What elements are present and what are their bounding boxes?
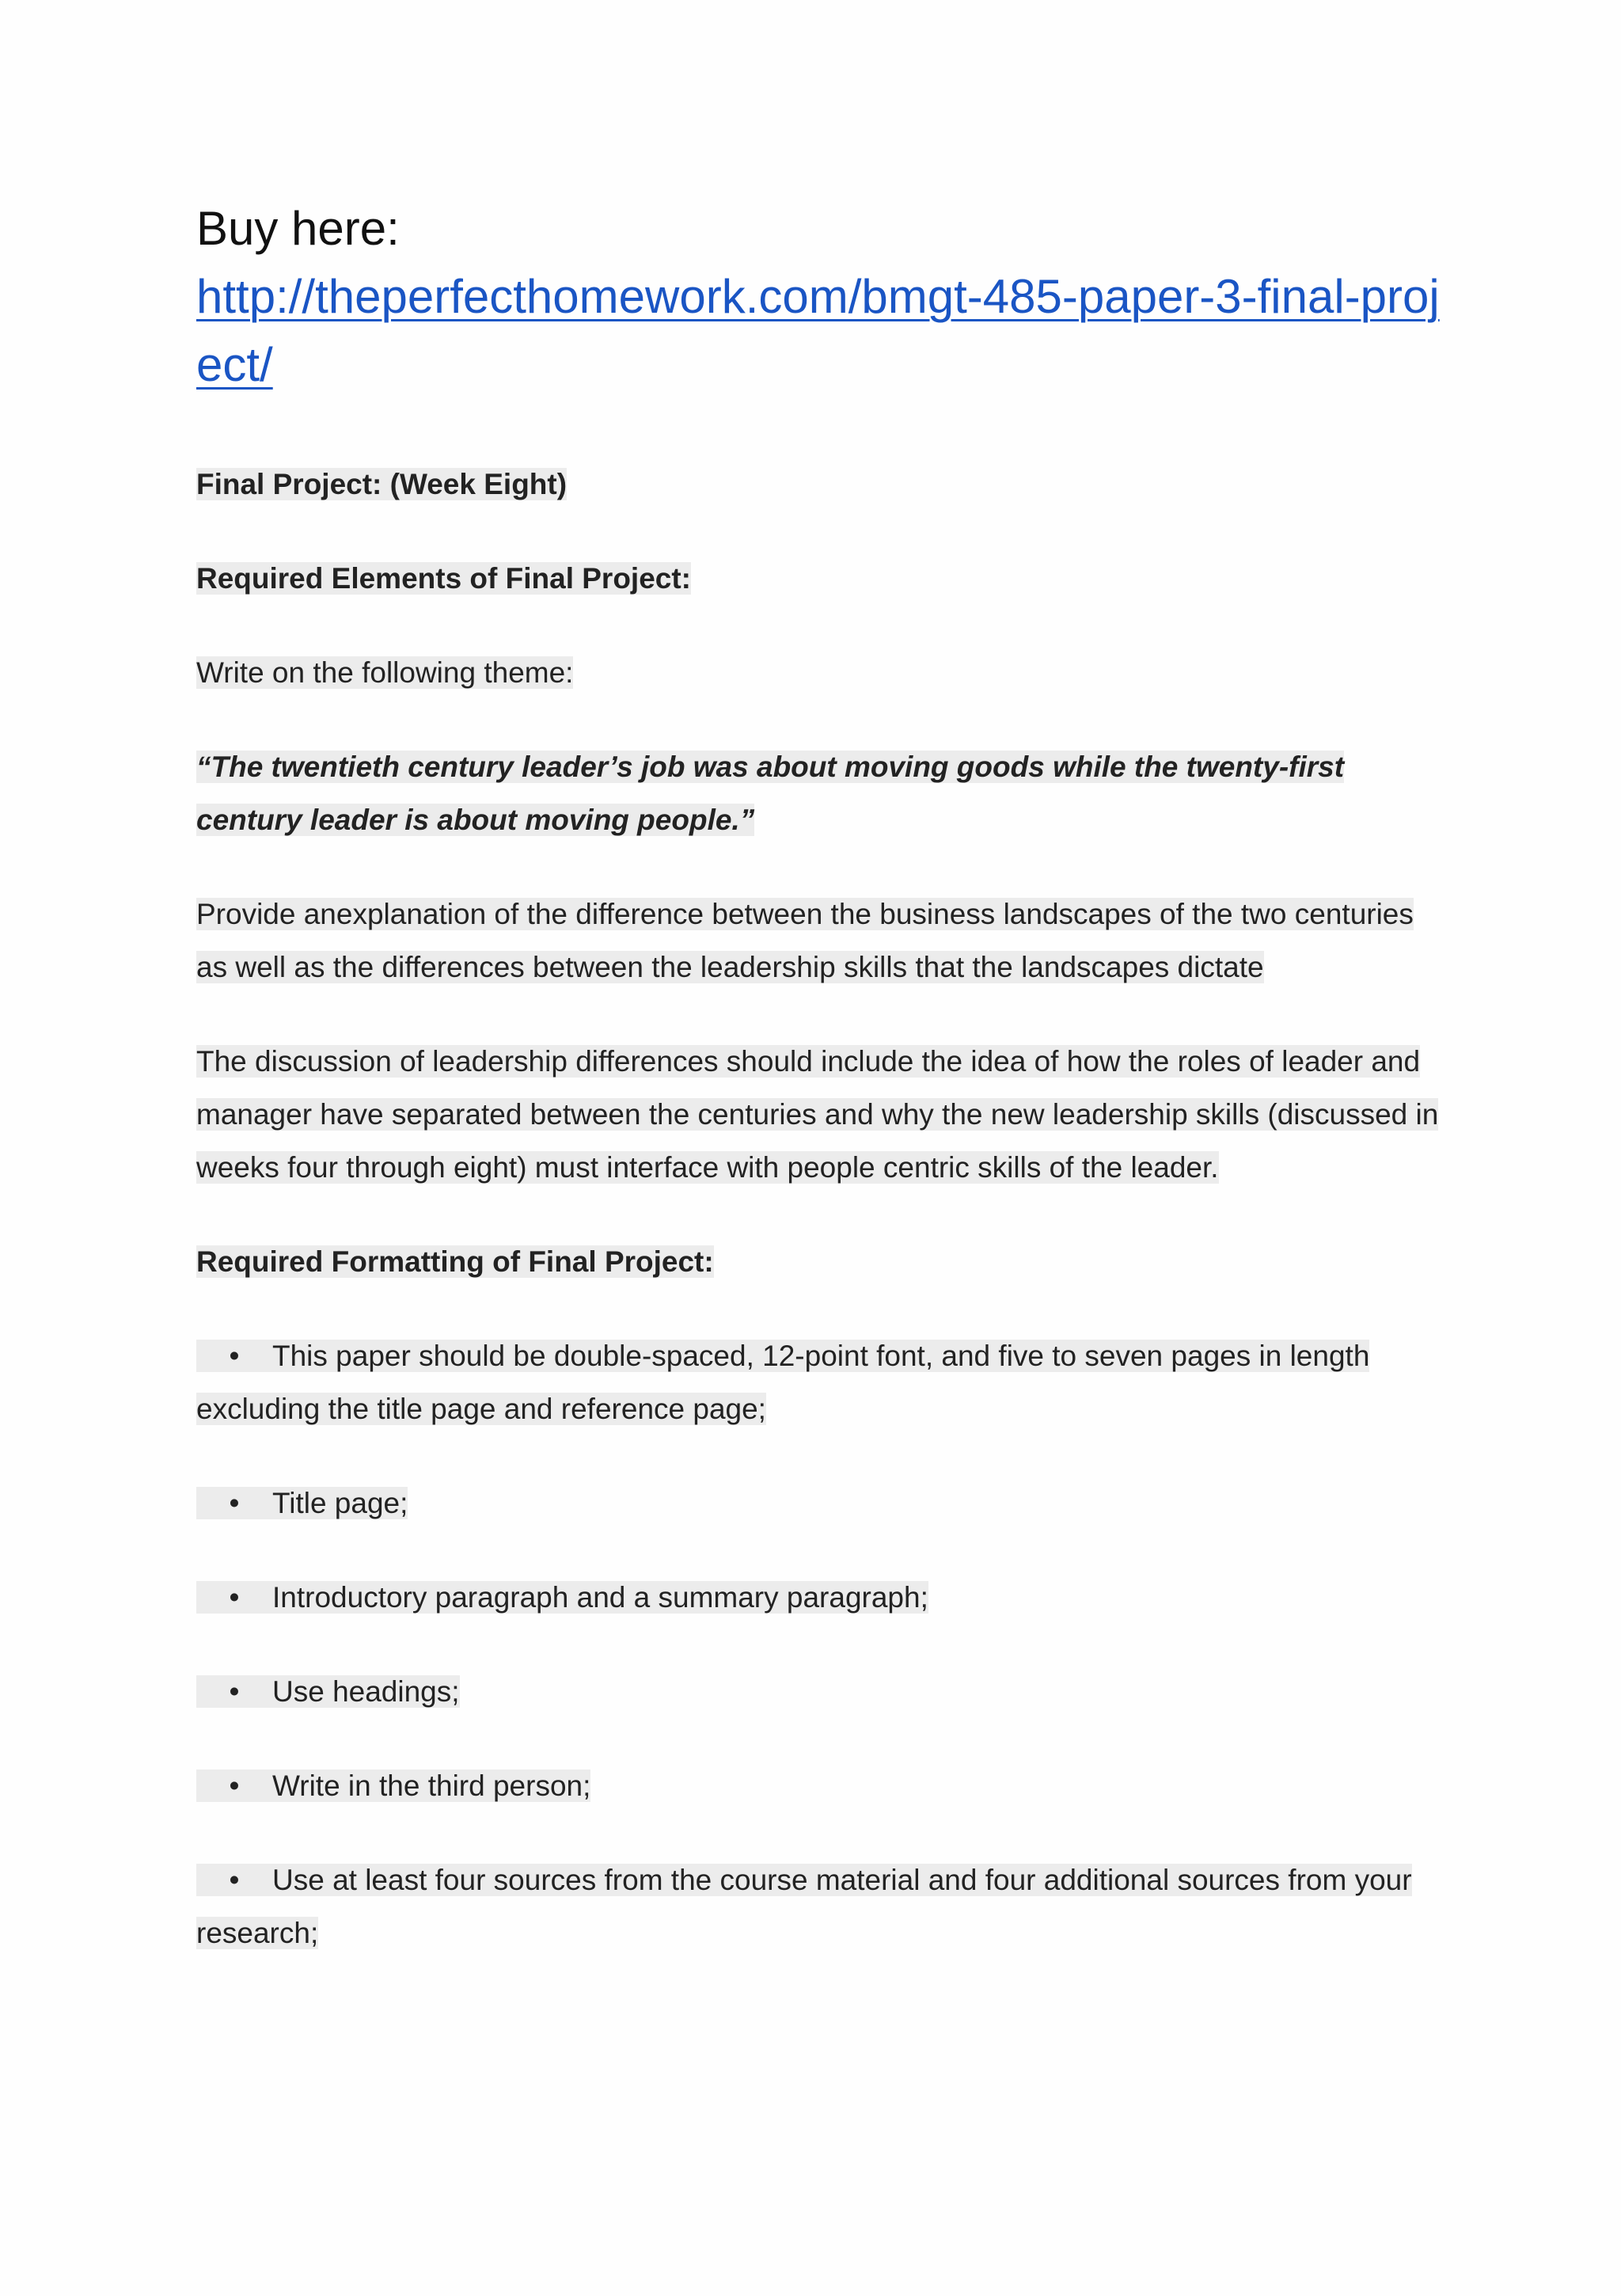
bullet-item-title-page-highlight bbox=[196, 1487, 408, 1519]
paragraph-leadership-differences bbox=[196, 1035, 1447, 1194]
paragraph-landscapes bbox=[196, 888, 1447, 994]
required-formatting-heading bbox=[196, 1235, 1447, 1288]
bullet-icon: • bbox=[229, 1675, 240, 1708]
bullet-item-headings bbox=[196, 1665, 1447, 1718]
document-content bbox=[196, 195, 1447, 1960]
buy-link[interactable]: http://theperfecthomework.com/bmgt-485-paper-3-final-project/ bbox=[196, 270, 1440, 391]
required-elements-heading bbox=[196, 552, 1447, 605]
intro-text bbox=[196, 646, 1447, 699]
bullet-item-paragraphs-highlight bbox=[196, 1581, 928, 1614]
bullet-item-title-page bbox=[196, 1477, 1447, 1530]
theme-quote bbox=[196, 740, 1447, 846]
bullet-icon: • bbox=[229, 1487, 240, 1519]
theme-quote-text: “The twentieth century leader’s job was about moving goods while the twenty-first century leader is about moving people.” bbox=[196, 751, 1345, 836]
bullet-item-length-highlight bbox=[196, 1340, 1369, 1425]
intro-text-content: Write on the following theme: bbox=[196, 656, 574, 689]
required-elements-heading-text: Required Elements of Final Project: bbox=[196, 562, 692, 595]
bullet-item-length-text: This paper should be double-spaced, 12-point font, and five to seven pages in length excluding the title page and reference page; bbox=[196, 1340, 1370, 1425]
bullet-item-title-page-text: Title page; bbox=[272, 1487, 408, 1519]
required-formatting-heading-text: Required Formatting of Final Project: bbox=[196, 1245, 714, 1278]
bullet-item-paragraphs bbox=[196, 1571, 1447, 1624]
final-project-heading-text: Final Project: (Week Eight) bbox=[196, 468, 568, 500]
bullet-item-headings-highlight bbox=[196, 1675, 460, 1708]
bullet-item-sources bbox=[196, 1853, 1447, 1960]
bullet-item-headings-text: Use headings; bbox=[272, 1675, 460, 1708]
bullet-icon: • bbox=[229, 1581, 240, 1614]
bullet-item-sources-highlight bbox=[196, 1864, 1412, 1949]
bullet-item-paragraphs-text: Introductory paragraph and a summary paragraph; bbox=[272, 1581, 928, 1614]
paragraph-leadership-differences-text: The discussion of leadership differences should include the idea of how the roles of leader and manager have separated between the centuries and why the new leadership skills (discussed in weeks four through eight) must interface with people centric skills of the leader. bbox=[196, 1045, 1439, 1184]
bullet-item-sources-text: Use at least four sources from the course material and four additional sources from your research; bbox=[196, 1864, 1412, 1949]
bullet-icon: • bbox=[229, 1864, 240, 1896]
bullet-item-third-person bbox=[196, 1759, 1447, 1812]
buy-here-label: Buy here: bbox=[196, 202, 400, 255]
bullet-item-third-person-highlight bbox=[196, 1770, 590, 1802]
paragraph-landscapes-text: Provide anexplanation of the difference between the business landscapes of the two centuries as well as the differences between the leadership skills that the landscapes dictate bbox=[196, 898, 1414, 983]
bullet-icon: • bbox=[229, 1770, 240, 1802]
bullet-icon: • bbox=[229, 1340, 240, 1372]
bullet-item-third-person-text: Write in the third person; bbox=[272, 1770, 591, 1802]
bullet-item-length bbox=[196, 1329, 1447, 1435]
final-project-heading bbox=[196, 458, 1447, 511]
